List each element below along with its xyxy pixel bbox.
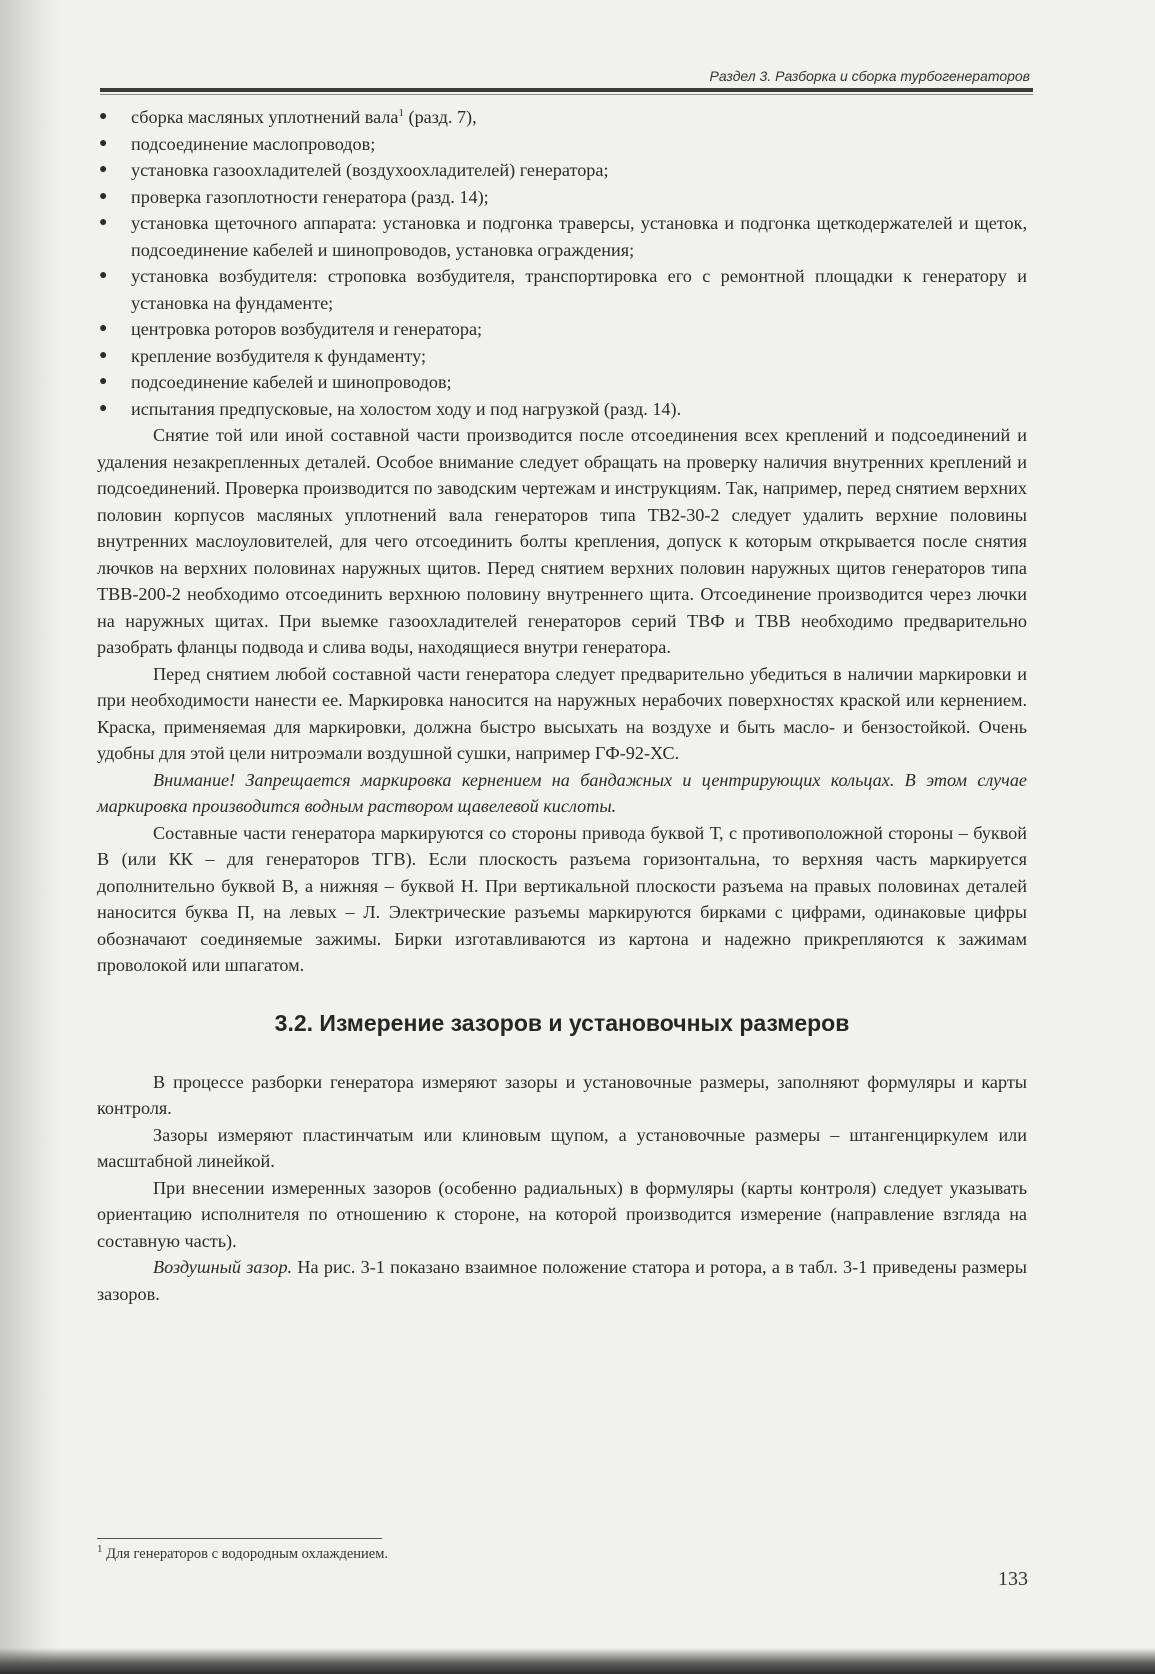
page-number: 133: [998, 1568, 1028, 1590]
list-item: ● подсоединение кабелей и шинопроводов;: [97, 369, 1027, 396]
bullet-icon: ●: [99, 347, 108, 363]
bullet-icon: ●: [99, 374, 108, 389]
paragraph-measure-orientation: При внесении измеренных зазоров (особенно радиальных) в формуляры (карты контроля) следует указывать ориентацию исполнителя по отношению к стороне, на которой производится измерение (направление взгляда на составную часть).: [97, 1177, 1027, 1251]
paragraph-measure-tools: Зазоры измеряют пластинчатым или клиновым щупом, а установочные размеры – штангенциркулем или масштабной линейкой.: [97, 1124, 1027, 1171]
bullet-icon: ●: [99, 162, 108, 177]
section-heading: 3.2. Измерение зазоров и установочных размеров: [274, 1009, 850, 1036]
list-item: ● установка щеточного аппарата: установка и подгонка траверсы, установка и подгонка щеткодержателей и щеток, подсоединение кабелей и шинопроводов, установка ограждения;: [97, 210, 1027, 263]
footnote: $^1$ Для генераторов с водородным охлаждением.: [97, 1543, 389, 1562]
list-item: ● сборка масляных уплотнений вала$^1$ (разд. 7),: [97, 104, 1027, 131]
list-item: ● подсоединение маслопроводов;: [97, 131, 1027, 158]
footnote-ref: 1: [398, 106, 404, 119]
bullet-icon: ●: [99, 135, 108, 151]
list-item: ● установка газоохладителей (воздухоохладителей) генератора;: [97, 157, 1027, 184]
bullet-icon: ●: [99, 400, 108, 416]
list-item: ● центровка роторов возбудителя и генератора;: [97, 316, 1027, 343]
header-rule-thin: [100, 94, 1033, 95]
paragraph-air-gap: Воздушный зазор. На рис. 3-1 показано взаимное положение статора и ротора, а в табл. 3-1 приведены размеры зазоров.: [97, 1257, 1027, 1304]
header-rule: [100, 88, 1033, 92]
bullet-icon: ●: [99, 268, 108, 283]
footnote-mark: 1: [97, 1543, 103, 1556]
bullet-list: [97, 104, 1027, 422]
warning-paragraph: Внимание! Запрещается маркировка кернением на бандажных и центрирующих кольцах. В этом случае маркировка производится водным раствором щавелевой кислоты.: [97, 769, 1027, 816]
paragraph-marking-rules: Составные части генератора маркируются со стороны привода буквой Т, с противоположной стороны – буквой В (или КК – для генераторов ТГВ). Если плоскость разъема горизонтальна, то верхняя часть маркируется дополнительно буквой В, а нижняя – буквой Н. При вертикальной плоскости разъема на правых половинах деталей наносится буква П, на левых – Л. Электрические разъемы маркируются бирками с цифрами, одинаковые цифры обозначают соединяемые зажимы. Бирки изготавливаются из картона и надежно прикрепляются к зажимам проволокой или шпагатом.: [97, 822, 1027, 975]
bullet-icon: ●: [99, 215, 108, 230]
paragraph-removal: Снятие той или иной составной части производится после отсоединения всех креплений и подсоединений и удаления незакрепленных деталей. Особое внимание следует обращать на проверку наличия внутренних креплений и подсоединений. Проверка производится по заводским чертежам и инструкциям. Так, например, перед снятием верхних половин корпусов масляных уплотнений вала генераторов типа ТВ2-30-2 следует удалить верхние половины внутренних маслоуловителей, для чего отсоединить болты крепления, допуск к которым открывается после снятия лючков на верхних половинах наружных щитов. Перед снятием верхних половин наружных щитов генераторов типа ТВВ-200-2 необходимо отсоединить верхнюю половину внутреннего щита. Отсоединение производится через лючки на наружных щитах. При выемке газоохладителей генераторов серий ТВФ и ТВВ необходимо предварительно разобрать фланцы подвода и слива воды, находящиеся внутри генератора.: [97, 425, 1027, 657]
running-head: Раздел 3. Разборка и сборка турбогенераторов: [709, 68, 1030, 84]
footnote-rule: [97, 1538, 382, 1539]
scan-bottom-shadow: [0, 1648, 1155, 1674]
page-gutter-shadow: [0, 0, 60, 1674]
paragraph-measure-intro: В процессе разборки генератора измеряют зазоры и установочные размеры, заполняют формуляры и карты контроля.: [97, 1071, 1027, 1118]
bullet-icon: ●: [99, 188, 108, 204]
air-gap-lead: Воздушный зазор.: [153, 1257, 293, 1277]
list-item: ● испытания предпусковые, на холостом ходу и под нагрузкой (разд. 14).: [97, 396, 1027, 423]
list-item: ● крепление возбудителя к фундаменту;: [97, 343, 1027, 370]
list-item: ● проверка газоплотности генератора (разд. 14);: [97, 184, 1027, 211]
page-body: [97, 104, 1027, 1307]
list-item: ● установка возбудителя: строповка возбудителя, транспортировка его с ремонтной площадки к генератору и установка на фундаменте;: [97, 263, 1027, 316]
bullet-icon: ●: [99, 321, 108, 336]
paragraph-marking-check: Перед снятием любой составной части генератора следует предварительно убедиться в наличии маркировки и при необходимости нанести ее. Маркировка наносится на наружных нерабочих поверхностях краской или кернением. Краска, применяемая для маркировки, должна быстро высыхать на воздухе и быть масло- и бензостойкой. Очень удобны для этой цели нитроэмали воздушной сушки, например ГФ-92-ХС.: [97, 663, 1027, 763]
bullet-icon: ●: [99, 109, 108, 124]
